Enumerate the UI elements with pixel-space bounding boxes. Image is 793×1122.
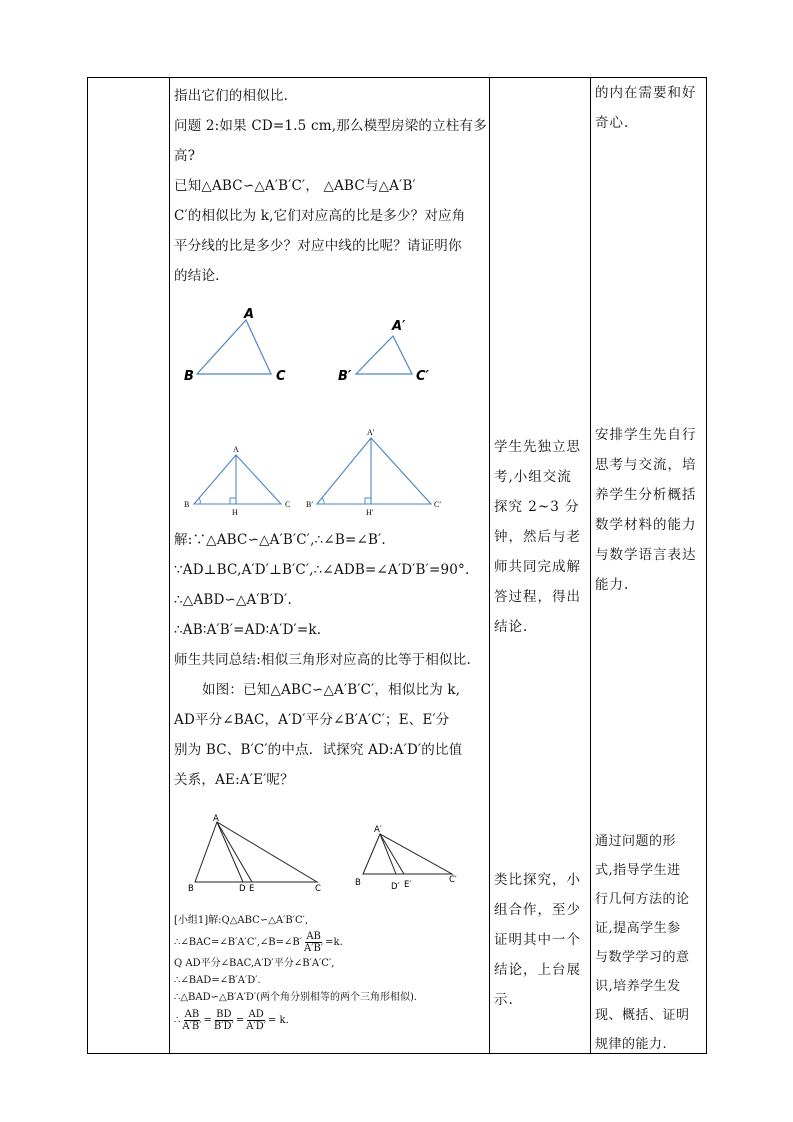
bisector-ad	[217, 822, 243, 882]
fraction-denominator: A′B′	[304, 942, 324, 954]
group-line: ∴∠BAD=∠B′A′D′.	[174, 975, 261, 986]
solution-line: 解:∵△ABC∽△A′B′C′,∴∠B=∠B′.	[174, 532, 386, 548]
bisector-a2d2	[380, 834, 396, 874]
vertex-label: D′	[391, 882, 400, 892]
text-line: 指出它们的相似比.	[174, 88, 289, 104]
activity-line: 示.	[494, 992, 514, 1008]
vertex-label: H	[232, 508, 238, 517]
group-solution-block	[174, 912, 489, 1034]
solution-block	[174, 525, 489, 795]
intent-line: 数学材料的能力	[595, 517, 697, 533]
activity-line: 结论.	[494, 619, 529, 635]
triangle-a2b2c2-alt	[317, 438, 431, 504]
main-content-column	[170, 77, 489, 291]
solution-line: ∴AB∶A′B′=AD∶A′D′=k.	[174, 622, 322, 638]
fraction	[246, 1009, 266, 1032]
triangle-abh	[194, 455, 281, 504]
text-line: C′的相似比为 k,它们对应高的比是多少？对应角	[174, 208, 466, 224]
activity-line: 答过程，得出	[494, 589, 581, 605]
text-line: 问题 2:如果 CD=1.5 cm,那么模型房梁的立柱有多	[174, 118, 487, 134]
problem-line: 关系，AE:A′E′呢？	[174, 772, 294, 788]
activity-line: 师共同完成解	[494, 559, 581, 575]
solution-line: ∵AD⊥BC,A′D′⊥B′C′,∴∠ADB=∠A′D′B′=90°.	[174, 562, 470, 578]
activity-line: 考,小组交流	[494, 469, 572, 485]
triangle-a2b2c2	[356, 336, 412, 374]
fraction	[182, 1009, 201, 1032]
fraction-numerator: AD	[248, 1008, 264, 1020]
fraction	[304, 931, 323, 954]
intent-line: 行几何方法的论	[595, 892, 690, 907]
fraction-denominator: A′D′	[246, 1020, 266, 1032]
problem-line: 如图：已知△ABC∽△A′B′C′，相似比为 k,	[202, 682, 461, 698]
intent-line: 奇心.	[595, 115, 630, 131]
median-ae	[217, 822, 252, 882]
vertex-label: C	[285, 500, 291, 509]
vertex-label: D	[239, 884, 246, 894]
fraction	[214, 1009, 234, 1032]
student-activity-1	[494, 432, 588, 642]
column-divider	[590, 77, 591, 1054]
activity-line: 钟，然后与老	[494, 529, 581, 545]
intent-line: 与数学学习的意	[595, 950, 690, 965]
triangle-a2b2c2-small	[363, 834, 452, 874]
vertex-label: B′	[306, 500, 314, 509]
intent-line: 识,培养学生发	[595, 979, 681, 994]
intent-line: 能力.	[595, 577, 630, 593]
intent-line: 与数学语言表达	[595, 547, 697, 563]
intent-line: 的内在需要和好	[595, 85, 697, 101]
vertex-label: A	[244, 307, 255, 322]
intent-line: 现、概括、证明	[595, 1008, 690, 1023]
vertex-label: A	[213, 814, 219, 824]
intent-line: 思考与交流，培	[595, 457, 697, 473]
fraction-numerator: AB	[184, 1008, 200, 1020]
fraction-numerator: BD	[216, 1008, 232, 1020]
activity-line: 结论，上台展	[494, 962, 581, 978]
text-line: 已知△ABC∽△A′B′C′， △ABC与△A′B′	[174, 178, 416, 194]
vertex-label: C	[276, 369, 286, 384]
design-intent-1	[595, 420, 705, 600]
intent-line: 式,指导学生进	[595, 863, 681, 878]
activity-line: 组合作，至少	[494, 902, 581, 918]
vertex-label: A′	[392, 319, 406, 334]
group-line: ∴∠BAC=∠B′A′C′,∠B=∠B′	[174, 936, 303, 948]
vertex-label: B′	[338, 369, 352, 384]
vertex-label: B	[188, 884, 194, 894]
final-ratio-line	[174, 1006, 489, 1034]
text-line: 平分线的比是多少？对应中线的比呢？请证明你	[174, 238, 462, 254]
vertex-label: C′	[434, 500, 442, 509]
vertex-label: B	[184, 500, 190, 509]
fraction-denominator: A′B′	[182, 1020, 202, 1032]
design-intent-0	[595, 78, 705, 138]
text-line: 高?	[174, 148, 196, 164]
altitude-triangles-figure	[170, 425, 470, 520]
group-line: Q AD平分∠BAC,A′D′平分∠B′A′C′,	[174, 958, 335, 969]
problem-line: 别为 BC、B′C′的中点．试探究 AD:A′D′的比值	[174, 742, 463, 758]
group-line: [小组1]解:Q△ABC∽△A′B′C′,	[174, 915, 309, 926]
problem-line: AD平分∠BAC，A′D′平分∠B′A′C′；E、E′分	[174, 712, 450, 728]
vertex-label: A′	[374, 825, 382, 835]
triangle-abc-large	[195, 822, 317, 882]
vertex-label: E′	[404, 880, 412, 890]
vertex-label: C	[315, 884, 321, 894]
group-line-with-fraction	[174, 929, 489, 955]
vertex-label: B	[355, 878, 361, 888]
bisector-median-figure	[170, 812, 470, 897]
vertex-label: C′	[416, 369, 429, 384]
group-line: ∴△BAD∽△B′A′D′(两个角分别相等的两个三角形相似).	[174, 992, 418, 1003]
text-line: 的结论.	[174, 268, 220, 284]
intent-line: 安排学生先自行	[595, 427, 697, 443]
similar-triangles-figure	[170, 300, 470, 390]
activity-line: 学生先独立思	[494, 439, 581, 455]
fraction-numerator: AB	[306, 930, 321, 942]
equals-sign: =	[235, 1014, 245, 1026]
activity-line: 类比探究，小	[494, 872, 581, 888]
fraction-denominator: B′D′	[213, 1020, 234, 1032]
intent-line: 规律的能力.	[595, 1037, 668, 1052]
design-intent-2	[595, 827, 705, 1059]
vertex-label: B	[184, 369, 194, 384]
triangle-abc	[197, 320, 271, 374]
equals-sign: =	[203, 1014, 212, 1026]
therefore-symbol: ∴	[174, 1014, 181, 1026]
vertex-label: A′	[367, 428, 375, 437]
column-divider	[489, 77, 490, 1054]
intent-line: 证,提高学生参	[595, 921, 681, 936]
activity-line: 探究 2~3 分	[494, 499, 580, 515]
activity-line: 证明其中一个	[494, 932, 581, 948]
vertex-label: E	[249, 884, 255, 894]
fraction-result: = k.	[267, 1014, 289, 1026]
median-a2e2	[380, 834, 404, 874]
vertex-label: H′	[366, 508, 374, 517]
solution-line: ∴△ABD∽△A′B′D′.	[174, 592, 292, 608]
intent-line: 通过问题的形	[595, 834, 677, 849]
vertex-label: A	[233, 445, 239, 454]
summary-line: 师生共同总结:相似三角形对应高的比等于相似比.	[174, 652, 471, 668]
vertex-label: C′	[449, 875, 457, 885]
fraction-result: =k.	[325, 936, 343, 948]
student-activity-2	[494, 865, 588, 1015]
intent-line: 养学生分析概括	[595, 487, 697, 503]
